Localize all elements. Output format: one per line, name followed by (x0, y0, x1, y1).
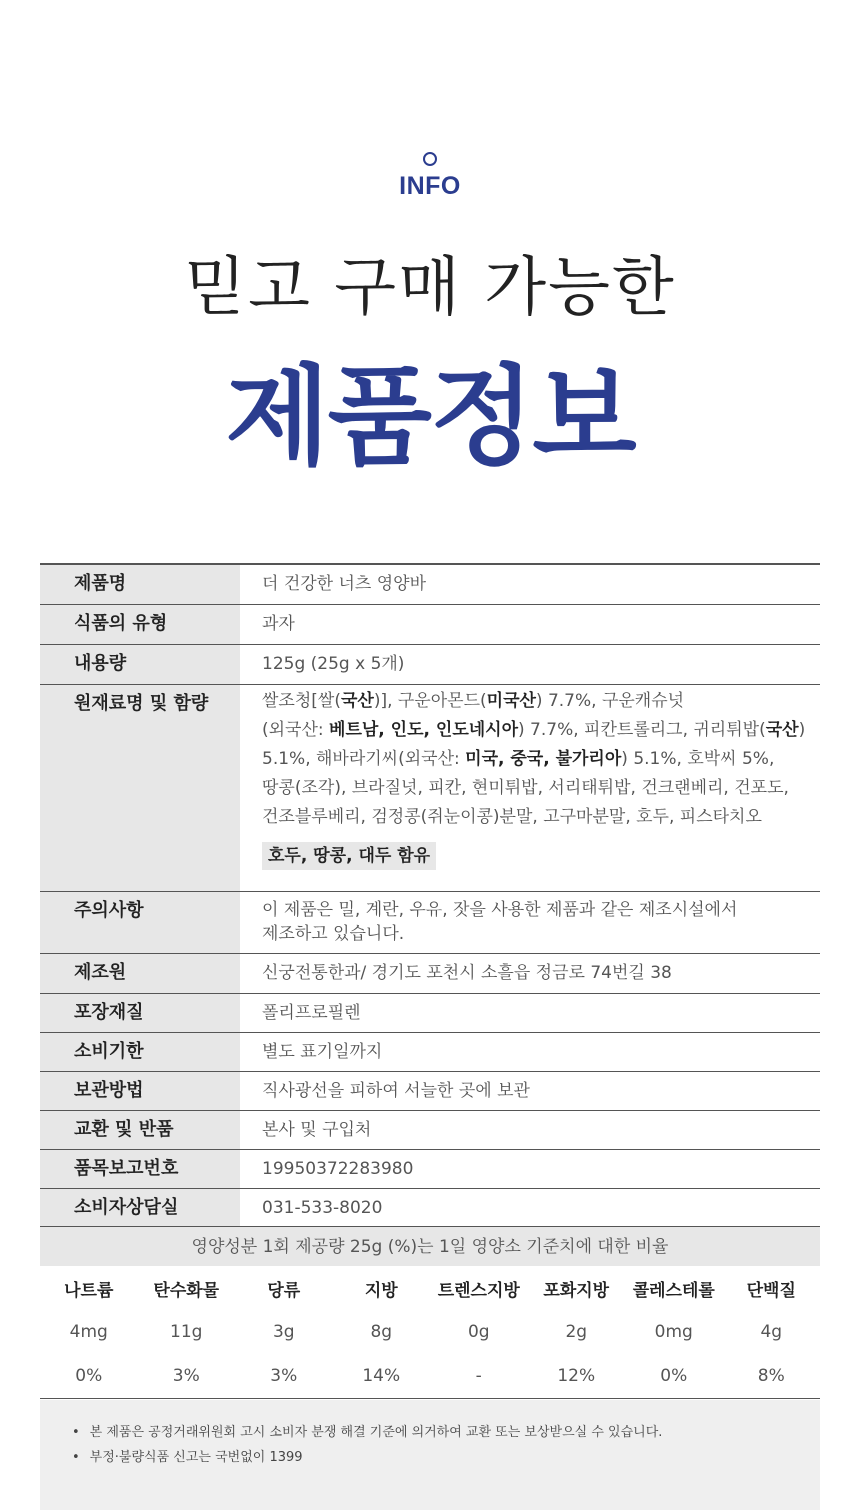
table-row (40, 605, 820, 645)
nutrient-name: 콜레스테롤 (632, 1280, 715, 1301)
nutrient-amount: 0g (467, 1322, 490, 1342)
hero-subtitle: 믿고 구매 가능한 (184, 251, 676, 325)
nutrition-percent-row (40, 1354, 820, 1398)
nutrient-percent: 0% (75, 1366, 103, 1386)
row-value: 폴리프로필렌 (262, 1003, 361, 1023)
nutrient-percent: 3% (172, 1366, 200, 1386)
nutrient-name: 지방 (364, 1280, 398, 1301)
nutrient-name: 단백질 (746, 1280, 796, 1301)
table-row (40, 1150, 820, 1189)
row-label: 교환 및 반품 (40, 1111, 240, 1149)
row-value: 031-533-8020 (262, 1198, 383, 1218)
value-line: 제조하고 있습니다. (262, 924, 405, 944)
nutrient-name: 포화지방 (543, 1280, 610, 1301)
row-label: 포장재질 (40, 994, 240, 1032)
nutrient-amount: 11g (170, 1322, 203, 1342)
table-row (40, 1072, 820, 1111)
notice-item: • 본 제품은 공정거래위원회 고시 소비자 분쟁 해결 기준에 의거하여 교환 또는 보상받으실 수 있습니다. (72, 1420, 820, 1445)
info-label: INFO (399, 172, 461, 200)
nutrition-table (40, 1266, 820, 1399)
notice-box (40, 1400, 820, 1510)
table-row (40, 645, 820, 685)
nutrient-percent: 8% (757, 1366, 785, 1386)
nutrient-amount: 4g (760, 1322, 783, 1342)
nutrient-amount: 4mg (69, 1322, 108, 1342)
row-value: 본사 및 구입처 (262, 1120, 372, 1140)
row-label: 주의사항 (40, 892, 240, 953)
nutrition-amount-row (40, 1310, 820, 1354)
row-value: 직사광선을 피하여 서늘한 곳에 보관 (262, 1081, 530, 1101)
ingredients-value (240, 685, 820, 891)
ingredients-line: 건조블루베리, 검정콩(쥐눈이콩)분말, 고구마분말, 호두, 피스타치오 (262, 807, 762, 827)
ingredients-line: 땅콩(조각), 브라질넛, 피칸, 현미튀밥, 서리태튀밥, 건크랜베리, 건포도, (262, 778, 789, 798)
row-value: 신궁전통한과/ 경기도 포천시 소흘읍 정금로 74번길 38 (262, 963, 672, 983)
circle-icon (423, 152, 437, 166)
hero-section (0, 0, 860, 560)
nutrient-percent: 12% (557, 1366, 596, 1386)
row-value: 과자 (262, 614, 295, 634)
table-row (40, 1033, 820, 1072)
product-info-table (40, 563, 820, 1228)
row-label: 내용량 (40, 645, 240, 684)
nutrient-name: 나트륨 (64, 1280, 114, 1301)
nutrient-amount: 3g (272, 1322, 295, 1342)
nutrient-percent: 3% (270, 1366, 298, 1386)
ingredients-line: (외국산: 베트남, 인도, 인도네시아) 7.7%, 피칸트롤리그, 귀리튀밥(국산) (262, 720, 806, 740)
row-value: 19950372283980 (262, 1159, 414, 1179)
nutrient-name: 트렌스지방 (437, 1280, 520, 1301)
row-label: 소비자상담실 (40, 1189, 240, 1228)
row-label: 제품명 (40, 565, 240, 604)
ingredients-line: 쌀조청[쌀(국산)], 구운아몬드(미국산) 7.7%, 구운캐슈넛 (262, 691, 685, 711)
row-label: 보관방법 (40, 1072, 240, 1110)
table-row-ingredients (40, 685, 820, 892)
row-label: 원재료명 및 함량 (40, 685, 240, 891)
row-value: 별도 표기일까지 (262, 1042, 383, 1062)
nutrient-percent: - (475, 1366, 482, 1386)
nutrient-name: 탄수화물 (153, 1280, 220, 1301)
nutrient-percent: 14% (362, 1366, 401, 1386)
row-label: 품목보고번호 (40, 1150, 240, 1188)
notice-item: • 부정·불량식품 신고는 국번없이 1399 (72, 1445, 820, 1470)
row-label: 식품의 유형 (40, 605, 240, 644)
row-label: 소비기한 (40, 1033, 240, 1071)
hero-title: 제품정보 (225, 355, 635, 480)
table-row (40, 892, 820, 954)
table-row (40, 994, 820, 1033)
nutrient-amount: 2g (565, 1322, 588, 1342)
nutrient-percent: 0% (660, 1366, 688, 1386)
allergy-badge: 호두, 땅콩, 대두 함유 (262, 842, 436, 870)
table-row (40, 565, 820, 605)
nutrition-header-row (40, 1266, 820, 1310)
row-label: 제조원 (40, 954, 240, 993)
nutrition-header: 영양성분 1회 제공량 25g (%)는 1일 영양소 기준치에 대한 비율 (40, 1226, 820, 1266)
value-line: 이 제품은 밀, 계란, 우유, 잣을 사용한 제품과 같은 제조시설에서 (262, 900, 738, 920)
row-value: 더 건강한 너츠 영양바 (262, 574, 427, 594)
table-row (40, 1189, 820, 1228)
ingredients-line: 5.1%, 해바라기씨(외국산: 미국, 중국, 불가리아) 5.1%, 호박씨 5%, (262, 749, 775, 769)
table-row (40, 1111, 820, 1150)
nutrient-amount: 0mg (654, 1322, 693, 1342)
nutrient-name: 당류 (267, 1280, 301, 1301)
row-value: 125g (25g x 5개) (262, 654, 405, 674)
row-value (240, 892, 820, 953)
table-row (40, 954, 820, 994)
nutrient-amount: 8g (370, 1322, 393, 1342)
